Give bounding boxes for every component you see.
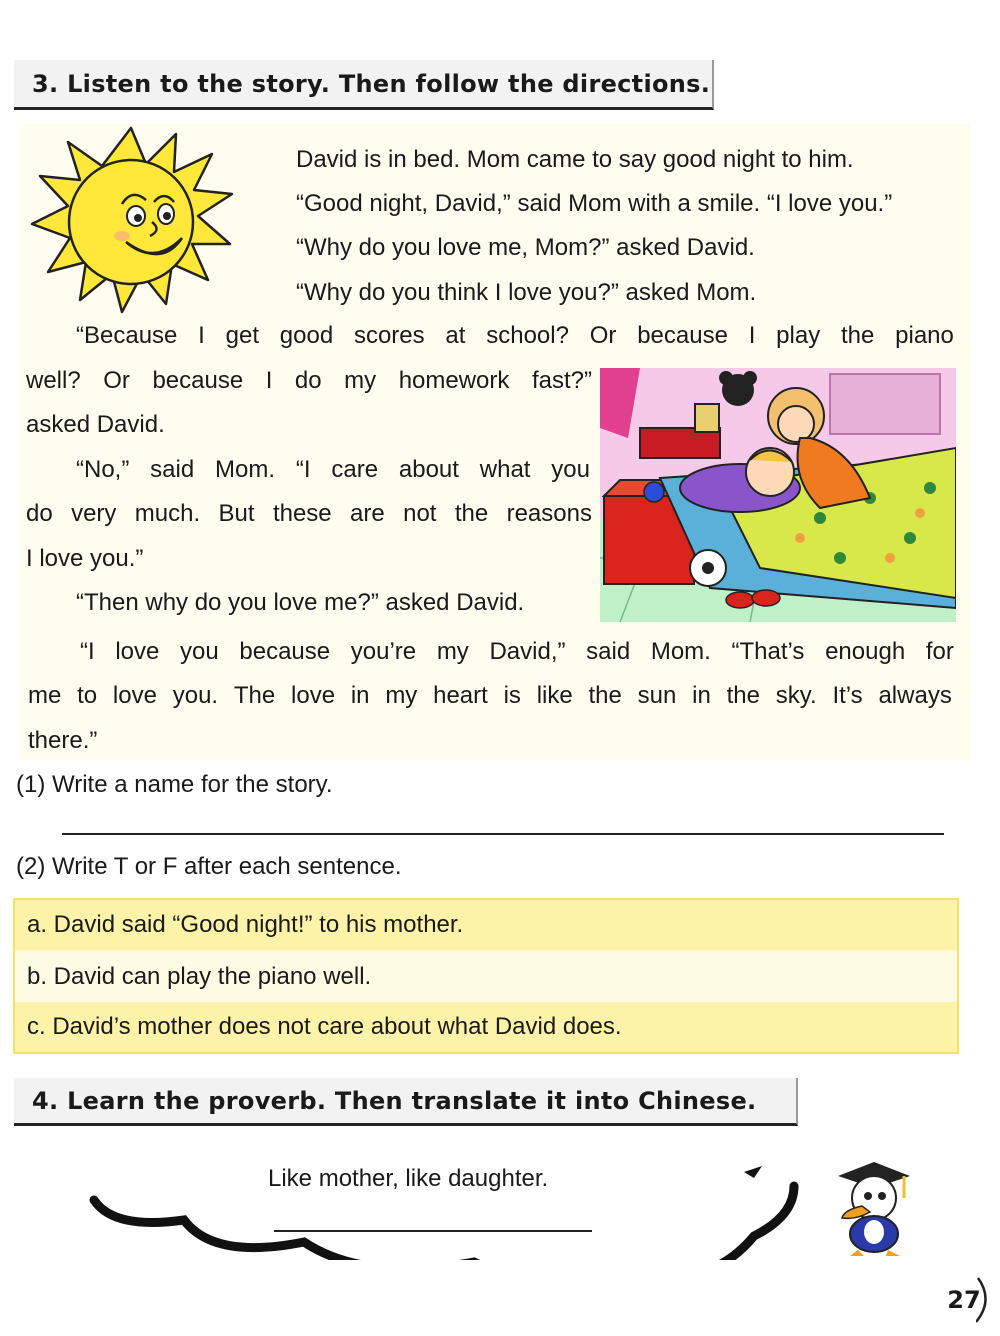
answer-line[interactable] [62,833,944,835]
story-word: reasons [506,500,592,527]
story-word: not [403,500,437,527]
story-word: about [398,456,459,483]
story-word: The [233,682,276,709]
story-word: very [71,500,117,527]
story-word: “Why do you love me, Mom?” asked David. [296,234,755,261]
story-word: do [26,500,53,527]
story-word: at [445,322,466,349]
translation-line[interactable] [274,1230,592,1232]
story-word: love [115,638,160,665]
story-word: sun [637,682,677,709]
question-1: (1) Write a name for the story. [16,771,333,798]
story-word: Or [589,322,617,349]
story-word: to [77,682,98,709]
question-2: (2) Write T or F after each sentence. [16,853,402,880]
sun-icon [26,124,236,318]
story-word: “Good night, David,” said Mom with a smile. “I love you.” [296,190,893,217]
story-word: me [28,682,62,709]
story-line [80,640,954,664]
story-word: there.” [28,727,98,754]
story-word: It’s [832,682,863,709]
story-word: I [198,322,205,349]
story-word: I [265,367,273,394]
story-word: good [279,322,334,349]
section-4-title: 4. Learn the proverb. Then translate it into Chinese. [32,1086,757,1115]
story-word: sky. [775,682,817,709]
story-line [26,502,592,526]
story-word: school? [486,322,569,349]
section-4-header [14,1078,798,1126]
story-word: But [218,500,255,527]
story-line [296,192,892,216]
story-word: because [637,322,728,349]
story-line [26,547,143,571]
section-3-header [14,60,714,110]
story-word: because [239,638,331,665]
story-word: my [344,367,377,394]
story-word: piano [895,322,954,349]
story-word: “I [80,638,95,665]
story-word: is [503,682,521,709]
story-word: always [878,682,952,709]
story-word: fast?” [531,367,592,394]
story-word: “Then why do you love me?” asked David. [76,589,525,616]
story-word: the [726,682,760,709]
story-word: Or [103,367,130,394]
story-word: the [840,322,875,349]
section-3-title: 3. Listen to the story. Then follow the directions. [32,69,711,98]
story-line [76,324,954,348]
story-line [26,369,592,393]
story-word: get [225,322,259,349]
story-word: scores [353,322,425,349]
story-word: Mom. [215,456,276,483]
story-word: are [350,500,385,527]
story-word: homework [398,367,510,394]
story-word: you’re [350,638,417,665]
story-word: my [436,638,469,665]
story-word: heart [433,682,488,709]
story-word: play [776,322,821,349]
bedroom-illustration [600,368,956,622]
story-line [26,413,165,437]
story-word: enough [825,638,906,665]
story-word: for [925,638,954,665]
story-word: David is in bed. Mom came to say good night to him. [296,146,854,173]
story-word: what [479,456,531,483]
story-word: “Because [76,322,178,349]
story-word: you [180,638,219,665]
story-word: care [331,456,379,483]
story-line [76,591,524,615]
story-word: you. [172,682,219,709]
story-line [296,281,756,305]
story-word: “No,” [76,456,130,483]
duck-graduate-icon [818,1158,918,1258]
story-line [28,684,952,708]
story-word: much. [134,500,201,527]
story-word: asked David. [26,411,165,438]
story-word: these [272,500,332,527]
story-word: my [385,682,418,709]
page-corner-icon [976,1276,994,1324]
story-word: because [152,367,244,394]
true-false-box [13,898,959,1054]
story-word: “I [295,456,311,483]
story-word: in [692,682,711,709]
story-word: well? [26,367,81,394]
story-word: David,” [489,638,566,665]
proverb-text: Like mother, like daughter. [268,1165,549,1192]
story-word: the [588,682,622,709]
story-line [296,236,755,260]
story-word: I [748,322,756,349]
statement-c[interactable]: c. David’s mother does not care about what David does. [15,1002,957,1052]
story-word: said [150,456,195,483]
story-word: like [536,682,573,709]
story-word: you [551,456,590,483]
page-number: 27 [947,1286,981,1314]
story-word: the [454,500,489,527]
story-word: said [586,638,631,665]
story-line [296,148,854,172]
story-word: in [350,682,370,709]
story-word: love [291,682,336,709]
story-line [28,729,97,753]
story-word: Mom. [650,638,711,665]
story-word: “That’s [731,638,805,665]
story-word: I love you.” [26,545,144,572]
statement-b[interactable]: b. David can play the piano well. [15,952,957,1002]
story-word: do [294,367,322,394]
story-line [76,458,590,482]
story-word: “Why do you think I love you?” asked Mom. [296,279,757,306]
statement-a[interactable]: a. David said “Good night!” to his mother. [15,900,957,950]
story-word: love [112,682,157,709]
